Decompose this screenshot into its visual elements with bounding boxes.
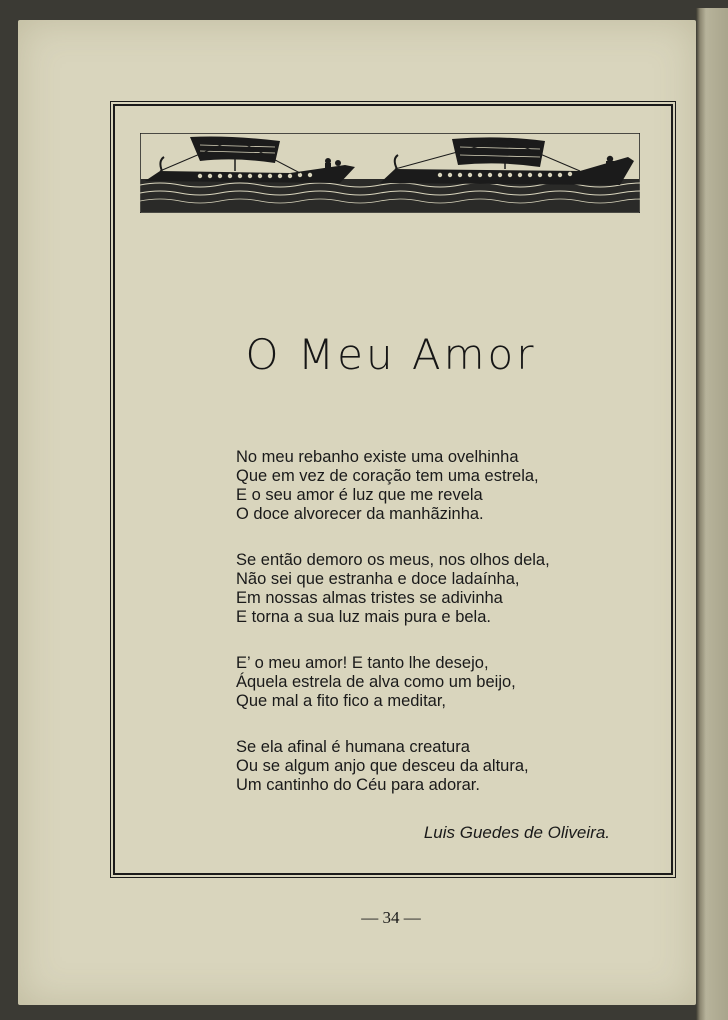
poem-line: Em nossas almas tristes se adivinha [236, 589, 503, 607]
author-signature: Luis Guedes de Oliveira. [423, 823, 610, 842]
stanza-2 [236, 551, 656, 627]
poem-line: Se então demoro os meus, nos olhos dela, [236, 551, 550, 569]
poem-line: Um cantinho do Céu para adorar. [236, 776, 480, 794]
poem-line: O doce alvorecer da manhãzinha. [236, 505, 484, 523]
poem-line: No meu rebanho existe uma ovelhinha [236, 448, 519, 466]
next-page-edge [696, 8, 728, 1020]
stanza-4 [236, 738, 656, 795]
poem-line: Se ela afinal é humana creatura [236, 738, 470, 756]
poem-title: O Meu Amor [245, 330, 537, 379]
poem-line: E o seu amor é luz que me revela [236, 486, 483, 504]
poem-body [236, 448, 656, 822]
poem-line: Não sei que estranha e doce ladaínha, [236, 570, 520, 588]
poem-line: Que em vez de coração tem uma estrela, [236, 467, 539, 485]
ancient-ships-banner-icon [140, 133, 640, 213]
poem-line: E torna a sua luz mais pura e bela. [236, 608, 491, 626]
poem-line: Ou se algum anjo que desceu da altura, [236, 757, 529, 775]
stanza-3 [236, 654, 656, 711]
poem-line: Que mal a fito fico a meditar, [236, 692, 447, 710]
stanza-1 [236, 448, 656, 524]
poem-line: E’ o meu amor! E tanto lhe desejo, [236, 654, 489, 672]
poem-line: Áquela estrela de alva como um beijo, [236, 673, 516, 691]
page-number: — 34 — [361, 908, 421, 927]
